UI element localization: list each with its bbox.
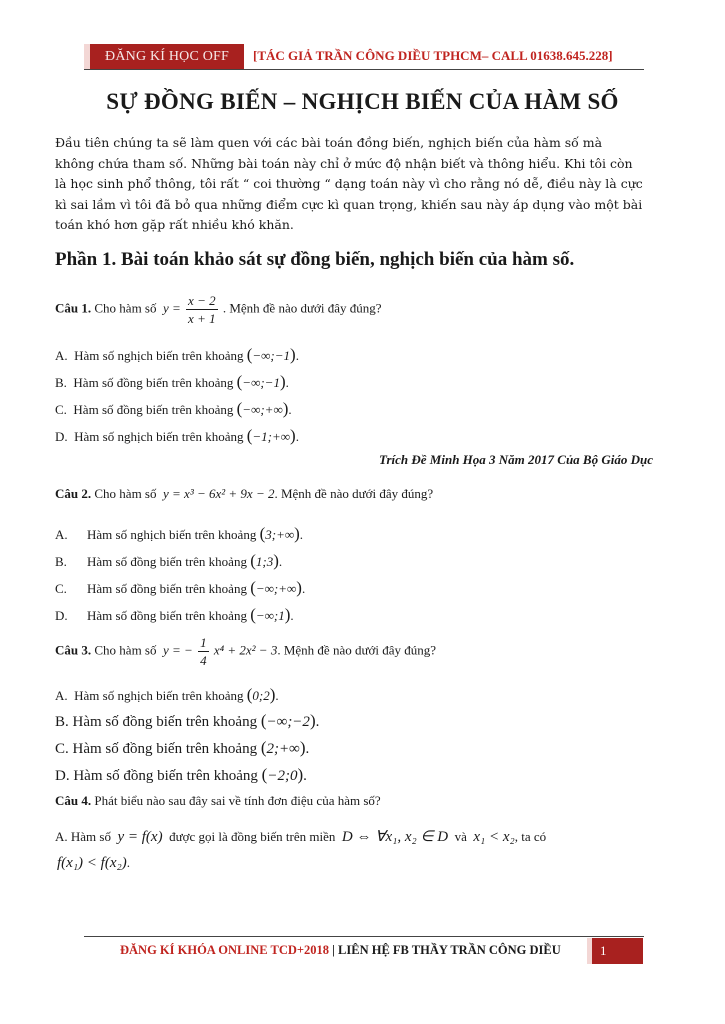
question-label: Câu 2.	[55, 486, 92, 501]
q3-option-c[interactable]: C. Hàm số đồng biến trên khoảng (2;+∞).	[55, 738, 310, 757]
q3-option-a[interactable]: A. Hàm số nghịch biến trên khoảng (0;2).	[55, 685, 279, 704]
source-citation: Trích Đề Minh Họa 3 Năm 2017 Của Bộ Giáo Dục	[379, 452, 653, 467]
question-2: Câu 2. Cho hàm số y = x³ − 6x² + 9x − 2. Mệnh đề nào dưới đây đúng?	[55, 486, 434, 501]
q1-option-a[interactable]: A. Hàm số nghịch biến trên khoảng (−∞;−1).	[55, 345, 299, 364]
question-label: Câu 4.	[55, 793, 92, 808]
header-badge: ĐĂNG KÍ HỌC OFF	[84, 44, 244, 69]
question-1: Câu 1. Cho hàm số y = $\frac{x - 2}{x + 1}$ . Mệnh đề nào dưới đây đúng?	[55, 293, 382, 326]
q2-option-a[interactable]: A. Hàm số nghịch biến trên khoảng (3;+∞).	[55, 524, 304, 543]
q2-option-d[interactable]: D. Hàm số đồng biến trên khoảng (−∞;1).	[55, 605, 294, 624]
q2-option-b[interactable]: B. Hàm số đồng biến trên khoảng (1;3).	[55, 551, 283, 570]
fraction: $\frac{1}{4}$	[200, 635, 207, 668]
question-label: Câu 3.	[55, 642, 92, 658]
question-4: Câu 4. Phát biểu nào sau đây sai về tính đơn điệu của hàm số?	[55, 793, 381, 808]
fraction: $\frac{x - 2}{x + 1}$	[188, 293, 216, 326]
q1-option-c[interactable]: C. Hàm số đồng biến trên khoảng (−∞;+∞).	[55, 399, 292, 418]
header-author: [TÁC GIẢ TRẦN CÔNG DIỀU TPHCM– CALL 01638.645.228]	[253, 48, 613, 63]
question-label: Câu 1.	[55, 300, 92, 316]
q4-option-a-continued: f(x₁) < f(x₂).	[57, 855, 130, 871]
q3-option-d[interactable]: D. Hàm số đồng biến trên khoảng (−2;0).	[55, 765, 307, 784]
q4-option-a[interactable]: A. Hàm số y = f(x) được gọi là đồng biến trên miền D ⇔ ∀x₁, x₂ ∈ D và x₁ < x₂, ta có	[55, 829, 547, 845]
question-3: Câu 3. Cho hàm số y = − $\frac{1}{4}$ x⁴ + 2x² − 3. Mệnh đề nào dưới đây đúng?	[55, 635, 437, 668]
page-number: 1	[587, 938, 643, 964]
q1-option-d[interactable]: D. Hàm số nghịch biến trên khoảng (−1;+∞).	[55, 426, 299, 445]
footer-text: ĐĂNG KÍ KHÓA ONLINE TCD+2018 | LIÊN HỆ FB THẦY TRẦN CÔNG DIỀU	[120, 943, 561, 957]
page-title: SỰ ĐỒNG BIẾN – NGHỊCH BIẾN CỦA HÀM SỐ	[106, 89, 619, 114]
q2-option-c[interactable]: C. Hàm số đồng biến trên khoảng (−∞;+∞).	[55, 578, 306, 597]
q3-option-b[interactable]: B. Hàm số đồng biến trên khoảng (−∞;−2).	[55, 711, 320, 730]
section-heading: Phần 1. Bài toán khảo sát sự đồng biến, nghịch biến của hàm số.	[55, 249, 575, 270]
header-divider	[84, 69, 644, 70]
footer-divider	[84, 936, 644, 937]
intro-paragraph: Đầu tiên chúng ta sẽ làm quen với các bài toán đồng biến, nghịch biến của hàm số mà không chứa tham số. Những bài toán này chỉ ở mức độ nhận biết và thông hiểu. Khi tôi còn là học sinh phổ thông, tôi rất “ coi thường “ dạng toán này vì cho rằng nó dễ, điều này là cực kì sai lầm vì tôi đã bỏ qua những điểm cực kì quan trọng, khiến sau này áp dụng vào một bài toán khó hơn gặp rất nhiều khó khăn.	[55, 135, 643, 232]
q1-option-b[interactable]: B. Hàm số đồng biến trên khoảng (−∞;−1).	[55, 372, 289, 391]
